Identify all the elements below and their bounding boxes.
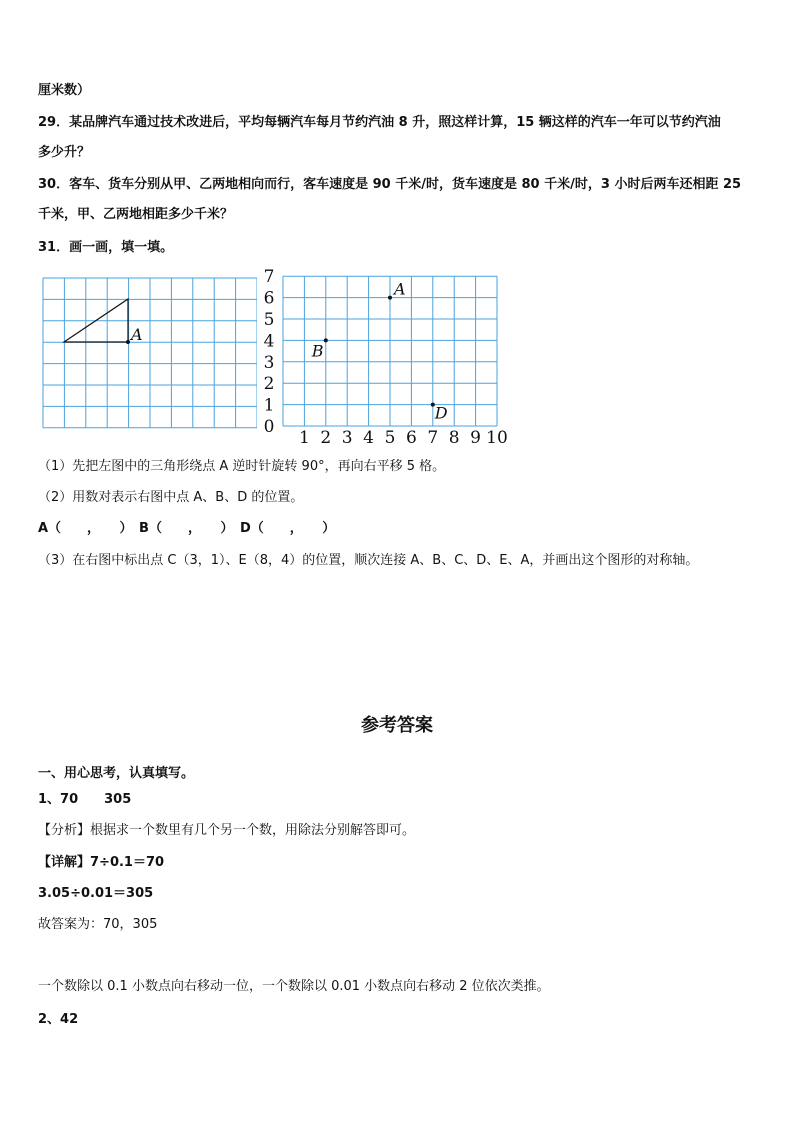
x-tick-label: 10 <box>486 428 508 446</box>
answer-section-heading: 一、用心思考，认真填写。 <box>38 766 195 781</box>
question-29-line-2: 多少升？ <box>38 145 91 160</box>
subquestion-3: （3）在右图中标出点 C（3，1）、E（8，4）的位置，顺次连接 A、B、C、D、E、A，并画出这个图形的对称轴。 <box>38 553 699 568</box>
x-tick-label: 2 <box>320 428 332 446</box>
x-tick-label: 4 <box>363 428 375 446</box>
answer-2: 2、42 <box>38 1012 79 1027</box>
y-tick-label: 6 <box>264 288 275 309</box>
answer-calculation: 3.05÷0.01＝305 <box>38 886 154 901</box>
y-tick-label: 5 <box>264 310 275 330</box>
answer-note: 一个数除以 0.1 小数点向右移动一位，一个数除以 0.01 小数点向右移动 2 位依次类推。 <box>38 979 550 994</box>
answer-1: 1、70 305 <box>38 792 132 807</box>
question-30-line-2: 千米，甲、乙两地相距多少千米？ <box>38 207 234 222</box>
point-b-label: B <box>311 341 324 361</box>
y-tick-label: 0 <box>264 417 275 437</box>
point-b-dot <box>324 338 328 342</box>
x-tick-label: 7 <box>427 428 439 446</box>
text-line: 厘米数） <box>38 83 91 98</box>
question-30-line-1: 30．客车、货车分别从甲、乙两地相向而行，客车速度是 90 千米/时，货车速度是 80 千米/时，3 小时后两车还相距 25 <box>38 177 742 192</box>
point-a-label: A <box>394 279 406 299</box>
question-29-line-1: 29．某品牌汽车通过技术改进后，平均每辆汽车每月节约汽油 8 升，照这样计算，15 辆这样的汽车一年可以节约汽油 <box>38 115 721 130</box>
left-grid-figure <box>42 277 257 429</box>
answer-analysis: 【分析】根据求一个数里有几个另一个数，用除法分别解答即可。 <box>38 823 416 838</box>
answer-detail: 【详解】7÷0.1＝70 <box>38 855 165 870</box>
x-tick-label: 8 <box>448 428 460 446</box>
point-a-label: A <box>131 325 143 344</box>
x-tick-label: 6 <box>405 428 417 446</box>
y-tick-label: 7 <box>264 267 275 288</box>
x-tick-label: 9 <box>470 428 482 446</box>
point-a-dot <box>388 296 392 300</box>
y-tick-label: 2 <box>264 374 275 395</box>
answer-conclusion: 故答案为：70，305 <box>38 917 158 932</box>
left-grid-lines <box>43 278 257 428</box>
point-d-label: D <box>434 403 448 423</box>
x-tick-label: 1 <box>298 428 310 446</box>
x-tick-label: 5 <box>384 428 396 446</box>
y-tick-label: 3 <box>264 352 275 373</box>
answer-title: 参考答案 <box>361 715 433 736</box>
subquestion-2: （2）用数对表示右图中点 A、B、D 的位置。 <box>38 490 304 505</box>
coordinate-grid-figure <box>264 266 514 446</box>
y-tick-label: 1 <box>264 395 275 416</box>
point-a-dot <box>126 340 130 344</box>
question-31-title: 31．画一画，填一填。 <box>38 240 174 255</box>
x-tick-label: 3 <box>341 428 353 446</box>
subquestion-1: （1）先把左图中的三角形绕点 A 逆时针旋转 90°，再向右平移 5 格。 <box>38 459 446 474</box>
y-tick-label: 4 <box>264 331 275 352</box>
coordinate-blanks: A（ ， ） B（ ， ） D（ ， ） <box>38 521 336 536</box>
